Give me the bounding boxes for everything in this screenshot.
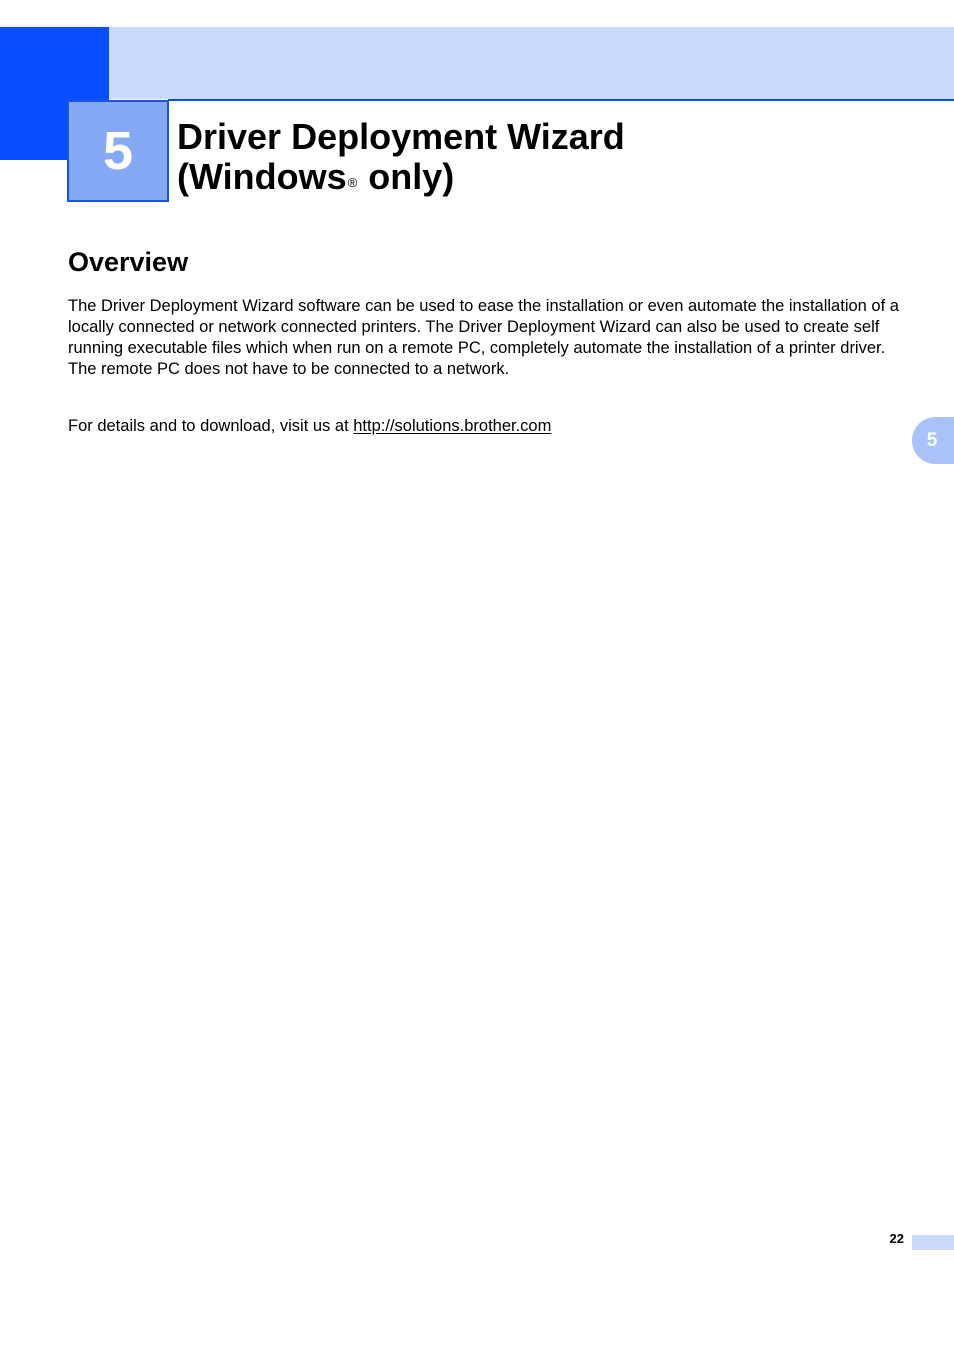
- registered-mark: ®: [347, 175, 358, 190]
- side-tab-label: 5: [926, 429, 938, 451]
- chapter-side-tab: [912, 417, 954, 464]
- header-rule: [168, 99, 954, 101]
- details-text: For details and to download, visit us at: [68, 417, 354, 435]
- details-paragraph: [68, 416, 908, 437]
- section-heading: Overview: [68, 247, 189, 277]
- solutions-link[interactable]: http://solutions.brother.com: [353, 417, 552, 435]
- chapter-title-line2-before: (Windows: [177, 156, 347, 197]
- chapter-title: [177, 117, 877, 203]
- chapter-number-box: [67, 100, 169, 202]
- chapter-title-line1: Driver Deployment Wizard: [177, 116, 625, 157]
- header-band: [109, 27, 954, 99]
- page-number: 22: [889, 1231, 904, 1246]
- chapter-title-line2: [177, 157, 877, 203]
- overview-paragraph: The Driver Deployment Wizard software can be used to ease the installation or even automate the installation of a locally connected or network connected printers. The Driver Deployment Wizard can also be used to create self running executable files which when run on a remote PC, completely automate the installation of a printer driver. The remote PC does not have to be connected to a network.: [68, 297, 899, 378]
- page-number-marker: [912, 1235, 954, 1250]
- chapter-title-line2-after: only): [358, 156, 455, 197]
- chapter-number: 5: [102, 121, 134, 181]
